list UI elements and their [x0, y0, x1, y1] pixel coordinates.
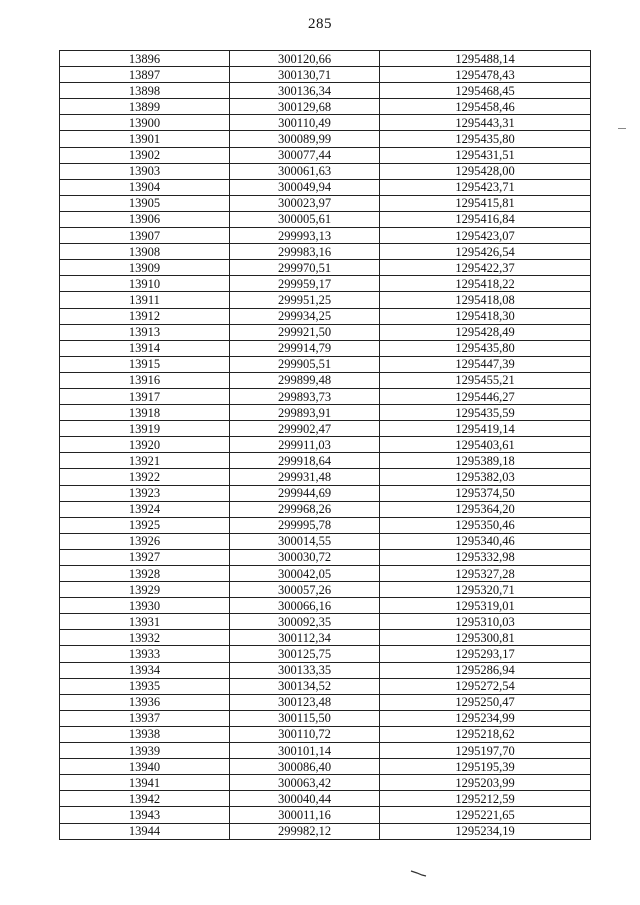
y-coordinate-cell: 1295234,99 — [380, 710, 591, 726]
y-coordinate-cell: 1295374,50 — [380, 485, 591, 501]
y-coordinate-cell: 1295419,14 — [380, 421, 591, 437]
table-row — [60, 372, 591, 388]
table-row — [60, 501, 591, 517]
x-coordinate-cell: 299918,64 — [230, 453, 380, 469]
table-row — [60, 405, 591, 421]
y-coordinate-cell: 1295416,84 — [380, 211, 591, 227]
y-coordinate-cell: 1295426,54 — [380, 244, 591, 260]
table-row — [60, 83, 591, 99]
x-coordinate-cell: 300133,35 — [230, 662, 380, 678]
table-row — [60, 356, 591, 372]
x-coordinate-cell: 300077,44 — [230, 147, 380, 163]
x-coordinate-cell: 299893,73 — [230, 388, 380, 404]
point-number-cell: 13936 — [60, 694, 230, 710]
x-coordinate-cell: 299905,51 — [230, 356, 380, 372]
point-number-cell: 13926 — [60, 533, 230, 549]
table-row — [60, 726, 591, 742]
x-coordinate-cell: 299944,69 — [230, 485, 380, 501]
y-coordinate-cell: 1295458,46 — [380, 99, 591, 115]
y-coordinate-cell: 1295195,39 — [380, 759, 591, 775]
y-coordinate-cell: 1295428,49 — [380, 324, 591, 340]
y-coordinate-cell: 1295203,99 — [380, 775, 591, 791]
x-coordinate-cell: 300101,14 — [230, 743, 380, 759]
table-row — [60, 324, 591, 340]
point-number-cell: 13939 — [60, 743, 230, 759]
y-coordinate-cell: 1295212,59 — [380, 791, 591, 807]
point-number-cell: 13922 — [60, 469, 230, 485]
table-row — [60, 67, 591, 83]
x-coordinate-cell: 300112,34 — [230, 630, 380, 646]
x-coordinate-cell: 300030,72 — [230, 549, 380, 565]
x-coordinate-cell: 300086,40 — [230, 759, 380, 775]
x-coordinate-cell: 300040,44 — [230, 791, 380, 807]
table-row — [60, 694, 591, 710]
point-number-cell: 13924 — [60, 501, 230, 517]
point-number-cell: 13900 — [60, 115, 230, 131]
point-number-cell: 13929 — [60, 582, 230, 598]
scan-mark — [410, 868, 428, 878]
x-coordinate-cell: 300042,05 — [230, 566, 380, 582]
table-row — [60, 662, 591, 678]
y-coordinate-cell: 1295418,30 — [380, 308, 591, 324]
table-row — [60, 308, 591, 324]
point-number-cell: 13911 — [60, 292, 230, 308]
y-coordinate-cell: 1295435,80 — [380, 340, 591, 356]
point-number-cell: 13943 — [60, 807, 230, 823]
y-coordinate-cell: 1295218,62 — [380, 726, 591, 742]
table-row — [60, 630, 591, 646]
y-coordinate-cell: 1295431,51 — [380, 147, 591, 163]
point-number-cell: 13928 — [60, 566, 230, 582]
table-row — [60, 517, 591, 533]
y-coordinate-cell: 1295340,46 — [380, 533, 591, 549]
x-coordinate-cell: 300061,63 — [230, 163, 380, 179]
x-coordinate-cell: 299959,17 — [230, 276, 380, 292]
point-number-cell: 13896 — [60, 51, 230, 67]
y-coordinate-cell: 1295197,70 — [380, 743, 591, 759]
table-row — [60, 179, 591, 195]
table-row — [60, 453, 591, 469]
table-row — [60, 759, 591, 775]
y-coordinate-cell: 1295234,19 — [380, 823, 591, 839]
y-coordinate-cell: 1295364,20 — [380, 501, 591, 517]
x-coordinate-cell: 299983,16 — [230, 244, 380, 260]
y-coordinate-cell: 1295422,37 — [380, 260, 591, 276]
table-row — [60, 163, 591, 179]
point-number-cell: 13921 — [60, 453, 230, 469]
y-coordinate-cell: 1295221,65 — [380, 807, 591, 823]
point-number-cell: 13942 — [60, 791, 230, 807]
table-row — [60, 51, 591, 67]
table-row — [60, 791, 591, 807]
x-coordinate-cell: 300123,48 — [230, 694, 380, 710]
point-number-cell: 13940 — [60, 759, 230, 775]
point-number-cell: 13906 — [60, 211, 230, 227]
y-coordinate-cell: 1295435,80 — [380, 131, 591, 147]
coordinates-table — [59, 50, 591, 840]
y-coordinate-cell: 1295488,14 — [380, 51, 591, 67]
y-coordinate-cell: 1295418,22 — [380, 276, 591, 292]
x-coordinate-cell: 300110,72 — [230, 726, 380, 742]
x-coordinate-cell: 299982,12 — [230, 823, 380, 839]
table-row — [60, 485, 591, 501]
x-coordinate-cell: 300023,97 — [230, 195, 380, 211]
y-coordinate-cell: 1295300,81 — [380, 630, 591, 646]
y-coordinate-cell: 1295319,01 — [380, 598, 591, 614]
point-number-cell: 13920 — [60, 437, 230, 453]
table-row — [60, 437, 591, 453]
table-row — [60, 195, 591, 211]
table-row — [60, 147, 591, 163]
point-number-cell: 13908 — [60, 244, 230, 260]
point-number-cell: 13901 — [60, 131, 230, 147]
x-coordinate-cell: 299911,03 — [230, 437, 380, 453]
table-row — [60, 775, 591, 791]
table-row — [60, 823, 591, 839]
x-coordinate-cell: 300130,71 — [230, 67, 380, 83]
x-coordinate-cell: 300125,75 — [230, 646, 380, 662]
table-row — [60, 614, 591, 630]
table-row — [60, 710, 591, 726]
x-coordinate-cell: 300049,94 — [230, 179, 380, 195]
table-row — [60, 646, 591, 662]
y-coordinate-cell: 1295320,71 — [380, 582, 591, 598]
y-coordinate-cell: 1295293,17 — [380, 646, 591, 662]
y-coordinate-cell: 1295447,39 — [380, 356, 591, 372]
point-number-cell: 13897 — [60, 67, 230, 83]
y-coordinate-cell: 1295415,81 — [380, 195, 591, 211]
point-number-cell: 13919 — [60, 421, 230, 437]
table-row — [60, 421, 591, 437]
x-coordinate-cell: 299970,51 — [230, 260, 380, 276]
x-coordinate-cell: 300115,50 — [230, 710, 380, 726]
table-row — [60, 678, 591, 694]
x-coordinate-cell: 299899,48 — [230, 372, 380, 388]
y-coordinate-cell: 1295389,18 — [380, 453, 591, 469]
table-row — [60, 469, 591, 485]
point-number-cell: 13934 — [60, 662, 230, 678]
table-row — [60, 582, 591, 598]
y-coordinate-cell: 1295332,98 — [380, 549, 591, 565]
x-coordinate-cell: 300092,35 — [230, 614, 380, 630]
point-number-cell: 13907 — [60, 228, 230, 244]
x-coordinate-cell: 299995,78 — [230, 517, 380, 533]
margin-mark — [618, 128, 626, 129]
point-number-cell: 13931 — [60, 614, 230, 630]
point-number-cell: 13898 — [60, 83, 230, 99]
point-number-cell: 13904 — [60, 179, 230, 195]
y-coordinate-cell: 1295435,59 — [380, 405, 591, 421]
x-coordinate-cell: 299921,50 — [230, 324, 380, 340]
x-coordinate-cell: 300089,99 — [230, 131, 380, 147]
table-row — [60, 566, 591, 582]
x-coordinate-cell: 299931,48 — [230, 469, 380, 485]
point-number-cell: 13918 — [60, 405, 230, 421]
point-number-cell: 13925 — [60, 517, 230, 533]
point-number-cell: 13899 — [60, 99, 230, 115]
point-number-cell: 13905 — [60, 195, 230, 211]
y-coordinate-cell: 1295382,03 — [380, 469, 591, 485]
table-row — [60, 211, 591, 227]
coordinates-table-body — [60, 51, 591, 840]
y-coordinate-cell: 1295327,28 — [380, 566, 591, 582]
point-number-cell: 13944 — [60, 823, 230, 839]
point-number-cell: 13903 — [60, 163, 230, 179]
y-coordinate-cell: 1295423,71 — [380, 179, 591, 195]
page-number: 285 — [308, 16, 332, 32]
y-coordinate-cell: 1295418,08 — [380, 292, 591, 308]
x-coordinate-cell: 300014,55 — [230, 533, 380, 549]
y-coordinate-cell: 1295272,54 — [380, 678, 591, 694]
point-number-cell: 13933 — [60, 646, 230, 662]
x-coordinate-cell: 300110,49 — [230, 115, 380, 131]
x-coordinate-cell: 300005,61 — [230, 211, 380, 227]
y-coordinate-cell: 1295446,27 — [380, 388, 591, 404]
point-number-cell: 13915 — [60, 356, 230, 372]
y-coordinate-cell: 1295423,07 — [380, 228, 591, 244]
point-number-cell: 13930 — [60, 598, 230, 614]
table-row — [60, 228, 591, 244]
x-coordinate-cell: 299934,25 — [230, 308, 380, 324]
table-row — [60, 292, 591, 308]
x-coordinate-cell: 299968,26 — [230, 501, 380, 517]
point-number-cell: 13938 — [60, 726, 230, 742]
x-coordinate-cell: 299902,47 — [230, 421, 380, 437]
table-row — [60, 131, 591, 147]
point-number-cell: 13932 — [60, 630, 230, 646]
y-coordinate-cell: 1295443,31 — [380, 115, 591, 131]
y-coordinate-cell: 1295310,03 — [380, 614, 591, 630]
point-number-cell: 13923 — [60, 485, 230, 501]
point-number-cell: 13937 — [60, 710, 230, 726]
table-row — [60, 260, 591, 276]
x-coordinate-cell: 300136,34 — [230, 83, 380, 99]
y-coordinate-cell: 1295250,47 — [380, 694, 591, 710]
table-row — [60, 533, 591, 549]
y-coordinate-cell: 1295428,00 — [380, 163, 591, 179]
table-row — [60, 115, 591, 131]
point-number-cell: 13910 — [60, 276, 230, 292]
point-number-cell: 13912 — [60, 308, 230, 324]
y-coordinate-cell: 1295286,94 — [380, 662, 591, 678]
point-number-cell: 13913 — [60, 324, 230, 340]
x-coordinate-cell: 300120,66 — [230, 51, 380, 67]
table-row — [60, 598, 591, 614]
table-row — [60, 276, 591, 292]
x-coordinate-cell: 300057,26 — [230, 582, 380, 598]
x-coordinate-cell: 299893,91 — [230, 405, 380, 421]
x-coordinate-cell: 300129,68 — [230, 99, 380, 115]
table-row — [60, 99, 591, 115]
point-number-cell: 13941 — [60, 775, 230, 791]
point-number-cell: 13902 — [60, 147, 230, 163]
point-number-cell: 13927 — [60, 549, 230, 565]
table-row — [60, 549, 591, 565]
x-coordinate-cell: 300063,42 — [230, 775, 380, 791]
point-number-cell: 13914 — [60, 340, 230, 356]
y-coordinate-cell: 1295455,21 — [380, 372, 591, 388]
x-coordinate-cell: 300066,16 — [230, 598, 380, 614]
table-row — [60, 340, 591, 356]
point-number-cell: 13909 — [60, 260, 230, 276]
y-coordinate-cell: 1295350,46 — [380, 517, 591, 533]
x-coordinate-cell: 299993,13 — [230, 228, 380, 244]
point-number-cell: 13935 — [60, 678, 230, 694]
y-coordinate-cell: 1295403,61 — [380, 437, 591, 453]
table-row — [60, 743, 591, 759]
x-coordinate-cell: 299951,25 — [230, 292, 380, 308]
y-coordinate-cell: 1295468,45 — [380, 83, 591, 99]
x-coordinate-cell: 300134,52 — [230, 678, 380, 694]
table-row — [60, 807, 591, 823]
point-number-cell: 13917 — [60, 388, 230, 404]
x-coordinate-cell: 299914,79 — [230, 340, 380, 356]
x-coordinate-cell: 300011,16 — [230, 807, 380, 823]
y-coordinate-cell: 1295478,43 — [380, 67, 591, 83]
table-row — [60, 244, 591, 260]
table-row — [60, 388, 591, 404]
point-number-cell: 13916 — [60, 372, 230, 388]
